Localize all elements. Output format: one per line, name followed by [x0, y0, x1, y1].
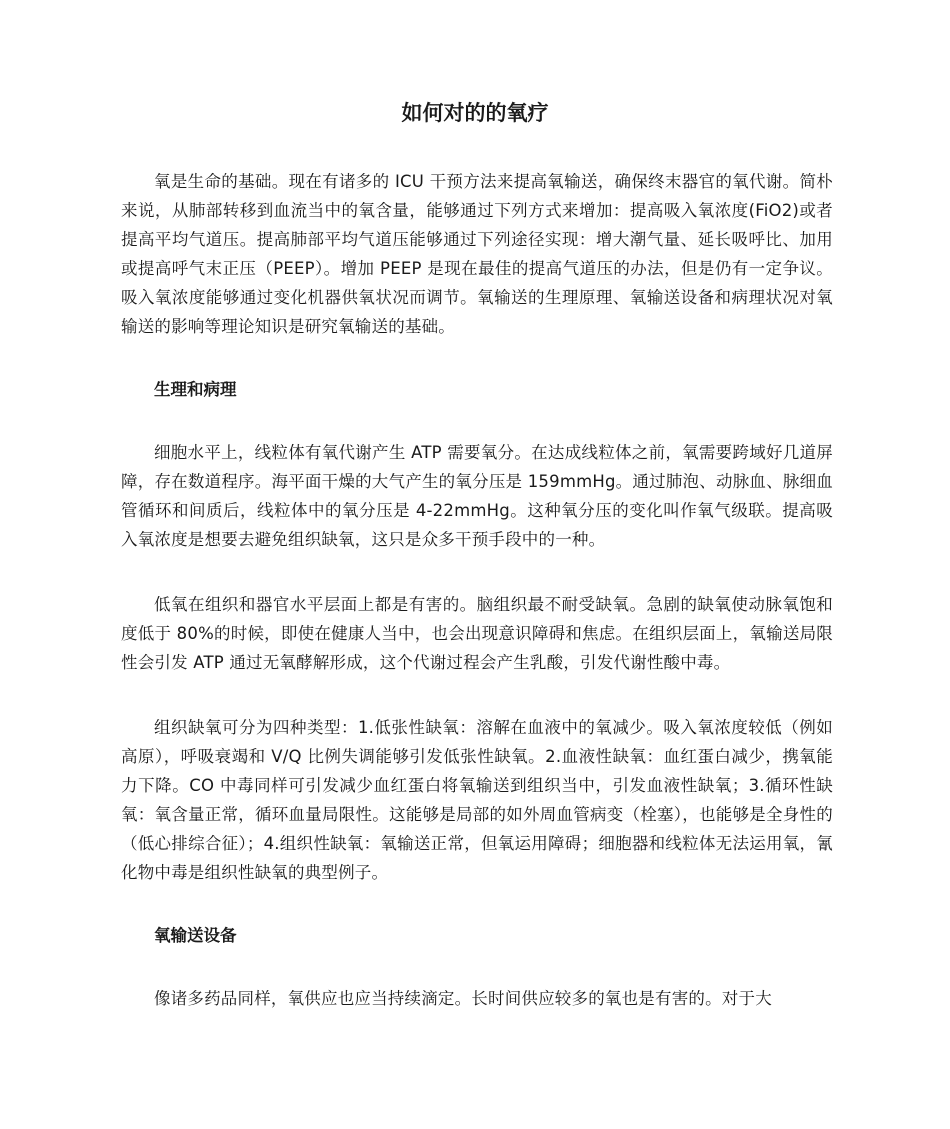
paragraph-cellular-oxygen: 细胞水平上，线粒体有氧代谢产生 ATP 需要氧分。在达成线粒体之前，氧需要跨域好几道屏障，存在数道程序。海平面干燥的大气产生的氧分压是 159mmHg。通过肺泡、动脉血、脉细血管循环和间质后，线粒体中的氧分压是 4-22mmHg。这种氧分压的变化叫作氧气级联。提高吸入氧浓度是想要去避免组织缺氧，这只是众多干预手段中的一种。	[121, 443, 833, 549]
paragraph-intro: 氧是生命的基础。现在有诸多的 ICU 干预方法来提高氧输送，确保终末器官的氧代谢。简朴来说，从肺部转移到血流当中的氧含量，能够通过下列方式来增加：提高吸入氧浓度(FiO2)或者提高平均气道压。提高肺部平均气道压能够通过下列途径实现：增大潮气量、延长吸呼比、加用或提高呼气末正压（PEEP）。增加 PEEP 是现在最佳的提高气道压的办法，但是仍有一定争议。吸入氧浓度能够通过变化机器供氧状况而调节。氧输送的生理原理、氧输送设备和病理状况对氧输送的影响等理论知识是研究氧输送的基础。	[121, 172, 833, 336]
paragraph-oxygen-titration: 像诸多药品同样，氧供应也应当持续滴定。长时间供应较多的氧也是有害的。对于大	[154, 989, 772, 1008]
section-heading-physiology: 生理和病理	[154, 380, 237, 399]
paragraph-hypoxia-harm: 低氧在组织和器官水平层面上都是有害的。脑组织最不耐受缺氧。急剧的缺氧使动脉氧饱和度低于 80%的时候，即使在健康人当中，也会出现意识障碍和焦虑。在组织层面上，氧输送局限性会引发 ATP 通过无氧酵解形成，这个代谢过程会产生乳酸，引发代谢性酸中毒。	[121, 595, 833, 672]
section-heading-oxygen-devices: 氧输送设备	[154, 926, 237, 945]
document-body	[121, 167, 833, 1013]
document-title: 如何对的的氧疗	[401, 101, 549, 125]
paragraph-hypoxia-types: 组织缺氧可分为四种类型：1.低张性缺氧：溶解在血液中的氧减少。吸入氧浓度较低（例如高原），呼吸衰竭和 V/Q 比例失调能够引发低张性缺氧。2.血液性缺氧：血红蛋白减少，携氧能力下降。CO 中毒同样可引发减少血红蛋白将氧输送到组织当中，引发血液性缺氧；3.循环性缺氧：氧含量正常，循环血量局限性。这能够是局部的如外周血管病变（栓塞），也能够是全身性的（低心排综合征）；4.组织性缺氧：氧输送正常，但氧运用障碍；细胞器和线粒体无法运用氧，氰化物中毒是组织性缺氧的典型例子。	[121, 718, 833, 882]
